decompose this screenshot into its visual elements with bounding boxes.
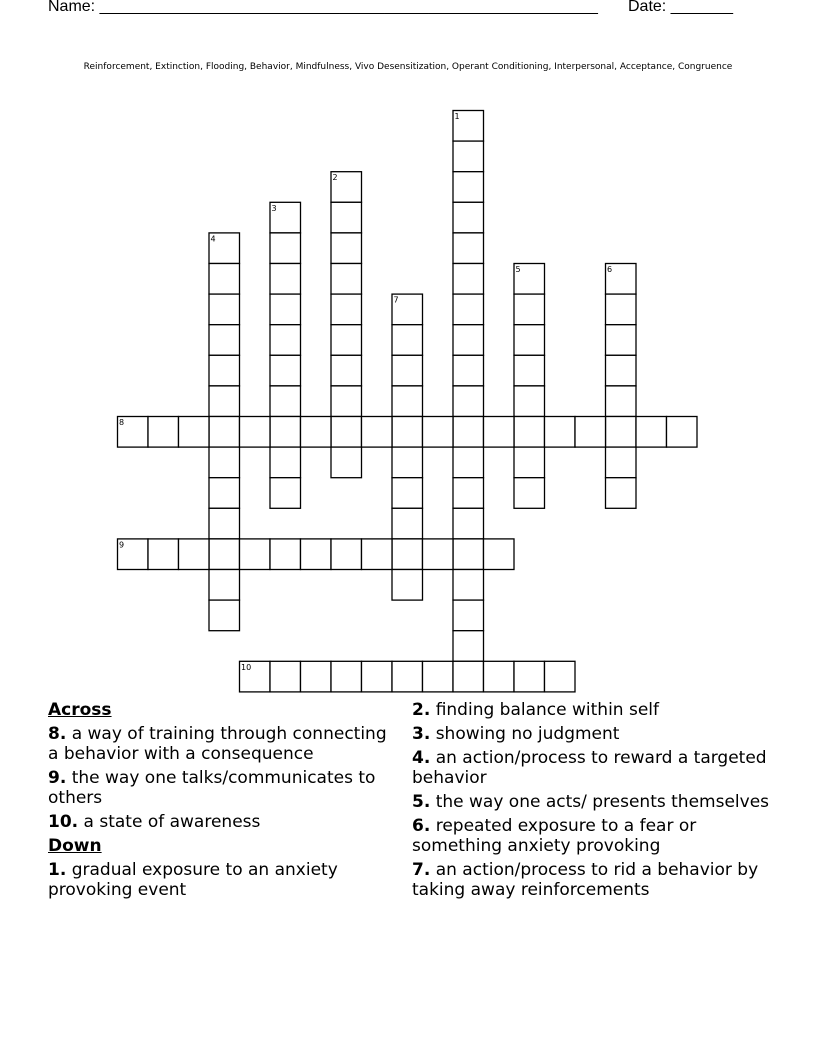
grid-cell[interactable] <box>453 570 484 601</box>
cell-number-9: 9 <box>119 540 125 550</box>
grid-cell[interactable] <box>209 539 240 570</box>
grid-cell[interactable] <box>209 264 240 295</box>
grid-cell[interactable] <box>514 417 545 448</box>
grid-cell[interactable] <box>331 386 362 417</box>
grid-cell[interactable] <box>606 294 637 325</box>
grid-cell[interactable] <box>453 355 484 386</box>
clue-down-4: 4. an action/process to reward a targeted behavior <box>412 748 767 788</box>
grid-cell[interactable] <box>453 172 484 203</box>
clue-down-5: 5. the way one acts/ presents themselves <box>412 792 770 812</box>
grid-cell[interactable] <box>484 417 515 448</box>
cell-number-10: 10 <box>241 662 252 672</box>
grid-cell[interactable] <box>209 355 240 386</box>
grid-cell[interactable] <box>209 478 240 509</box>
grid-cell[interactable] <box>240 417 271 448</box>
grid-cell[interactable] <box>392 539 423 570</box>
grid-cell[interactable] <box>148 539 179 570</box>
grid-cell[interactable] <box>362 539 393 570</box>
grid-cell[interactable] <box>179 417 210 448</box>
grid-cell[interactable] <box>392 661 423 692</box>
grid-cell[interactable] <box>453 233 484 264</box>
grid-cell[interactable] <box>514 447 545 478</box>
grid-cell[interactable] <box>270 478 301 509</box>
grid-cell[interactable] <box>148 417 179 448</box>
cell-number-8: 8 <box>119 418 125 427</box>
grid-cell[interactable] <box>331 202 362 233</box>
cell-number-1: 1 <box>454 112 460 121</box>
grid-cell[interactable] <box>209 386 240 417</box>
cell-number-2: 2 <box>332 173 338 183</box>
grid-cell[interactable] <box>270 325 301 356</box>
clues-left-column <box>48 700 388 904</box>
grid-cell[interactable] <box>392 325 423 356</box>
grid-cell[interactable] <box>606 325 637 356</box>
grid-cell[interactable] <box>575 417 606 448</box>
grid-cell[interactable] <box>514 661 545 692</box>
grid-cell[interactable] <box>392 355 423 386</box>
grid-cell[interactable] <box>453 417 484 448</box>
grid-cell[interactable] <box>453 264 484 295</box>
clues-right-column <box>412 700 772 904</box>
grid-cell[interactable] <box>606 447 637 478</box>
grid-cell[interactable] <box>209 325 240 356</box>
grid-cell[interactable] <box>362 661 393 692</box>
clue-down-2: 2. finding balance within self <box>412 700 659 720</box>
grid-cell[interactable] <box>331 447 362 478</box>
cell-number-6: 6 <box>607 265 613 274</box>
grid-cell[interactable] <box>453 661 484 692</box>
grid-cell[interactable] <box>453 386 484 417</box>
grid-cell[interactable] <box>453 141 484 172</box>
grid-cell[interactable] <box>362 417 393 448</box>
grid-cell[interactable] <box>636 417 667 448</box>
grid-cell[interactable] <box>392 570 423 601</box>
grid-cell[interactable] <box>453 508 484 539</box>
grid-cell[interactable] <box>270 417 301 448</box>
grid-cell[interactable] <box>209 570 240 601</box>
grid-cell[interactable] <box>514 355 545 386</box>
grid-cell[interactable] <box>514 478 545 509</box>
grid-cell[interactable] <box>453 478 484 509</box>
grid-cell[interactable] <box>392 417 423 448</box>
grid-cell[interactable] <box>514 386 545 417</box>
grid-cell[interactable] <box>453 600 484 631</box>
grid-cell[interactable] <box>392 478 423 509</box>
cell-number-5: 5 <box>515 265 521 274</box>
grid-cell[interactable] <box>301 539 332 570</box>
grid-cell[interactable] <box>270 233 301 264</box>
grid-cell[interactable] <box>606 386 637 417</box>
grid-cell[interactable] <box>484 661 515 692</box>
grid-cell[interactable] <box>209 447 240 478</box>
grid-cell[interactable] <box>514 325 545 356</box>
word-bank: Reinforcement, Extinction, Flooding, Behavior, Mindfulness, Vivo Desensitization, Operant Conditioning, Interpersonal, Acceptance, Congruence <box>83 62 733 72</box>
grid-cell[interactable] <box>331 325 362 356</box>
grid-cell[interactable] <box>606 355 637 386</box>
grid-cell[interactable] <box>423 417 454 448</box>
grid-cell[interactable] <box>270 294 301 325</box>
grid-cell[interactable] <box>545 417 576 448</box>
grid-cell[interactable] <box>453 539 484 570</box>
across-heading: Across <box>48 700 112 720</box>
grid-cell[interactable] <box>270 355 301 386</box>
clue-across-9: 9. the way one talks/communicates to others <box>48 768 376 808</box>
grid-cell[interactable] <box>331 539 362 570</box>
grid-cell[interactable] <box>209 417 240 448</box>
grid-cell[interactable] <box>667 417 698 448</box>
clue-down-6: 6. repeated exposure to a fear or something anxiety provoking <box>412 816 697 856</box>
grid-cell[interactable] <box>270 264 301 295</box>
grid-cell[interactable] <box>606 478 637 509</box>
grid-cell[interactable] <box>453 202 484 233</box>
grid-cell[interactable] <box>209 508 240 539</box>
grid-cell[interactable] <box>453 447 484 478</box>
grid-cell[interactable] <box>301 661 332 692</box>
name-field-label: Name: ________________________________________________________ <box>48 0 598 15</box>
grid-cell[interactable] <box>423 661 454 692</box>
grid-cell[interactable] <box>270 447 301 478</box>
cell-number-7: 7 <box>393 295 399 305</box>
clue-across-10: 10. a state of awareness <box>48 812 261 832</box>
cell-number-4: 4 <box>210 234 216 244</box>
grid-cell[interactable] <box>301 417 332 448</box>
clue-down-3: 3. showing no judgment <box>412 724 620 744</box>
grid-cell[interactable] <box>270 539 301 570</box>
clue-across-8: 8. a way of training through connecting a behavior with a consequence <box>48 724 387 764</box>
grid-cell[interactable] <box>484 539 515 570</box>
grid-cell[interactable] <box>270 386 301 417</box>
grid-cell[interactable] <box>423 539 454 570</box>
grid-cell[interactable] <box>606 417 637 448</box>
clue-down-1: 1. gradual exposure to an anxiety provoking event <box>48 860 338 900</box>
clue-down-7: 7. an action/process to rid a behavior by taking away reinforcements <box>412 860 759 900</box>
grid-cell[interactable] <box>545 661 576 692</box>
down-heading: Down <box>48 836 102 856</box>
grid-cell[interactable] <box>331 661 362 692</box>
grid-cell[interactable] <box>453 294 484 325</box>
grid-cell[interactable] <box>453 631 484 662</box>
grid-cell[interactable] <box>331 294 362 325</box>
grid-cell[interactable] <box>331 264 362 295</box>
grid-cell[interactable] <box>270 661 301 692</box>
grid-cell[interactable] <box>392 508 423 539</box>
grid-cell[interactable] <box>209 294 240 325</box>
grid-cell[interactable] <box>331 417 362 448</box>
grid-cell[interactable] <box>514 294 545 325</box>
date-field-label: Date: _______ <box>628 0 733 15</box>
grid-cell[interactable] <box>453 325 484 356</box>
cell-number-3: 3 <box>271 203 277 213</box>
grid-cell[interactable] <box>240 539 271 570</box>
grid-cell[interactable] <box>179 539 210 570</box>
grid-cell[interactable] <box>392 386 423 417</box>
grid-cell[interactable] <box>331 233 362 264</box>
grid-cell[interactable] <box>209 600 240 631</box>
grid-cell[interactable] <box>392 447 423 478</box>
grid-cell[interactable] <box>331 355 362 386</box>
